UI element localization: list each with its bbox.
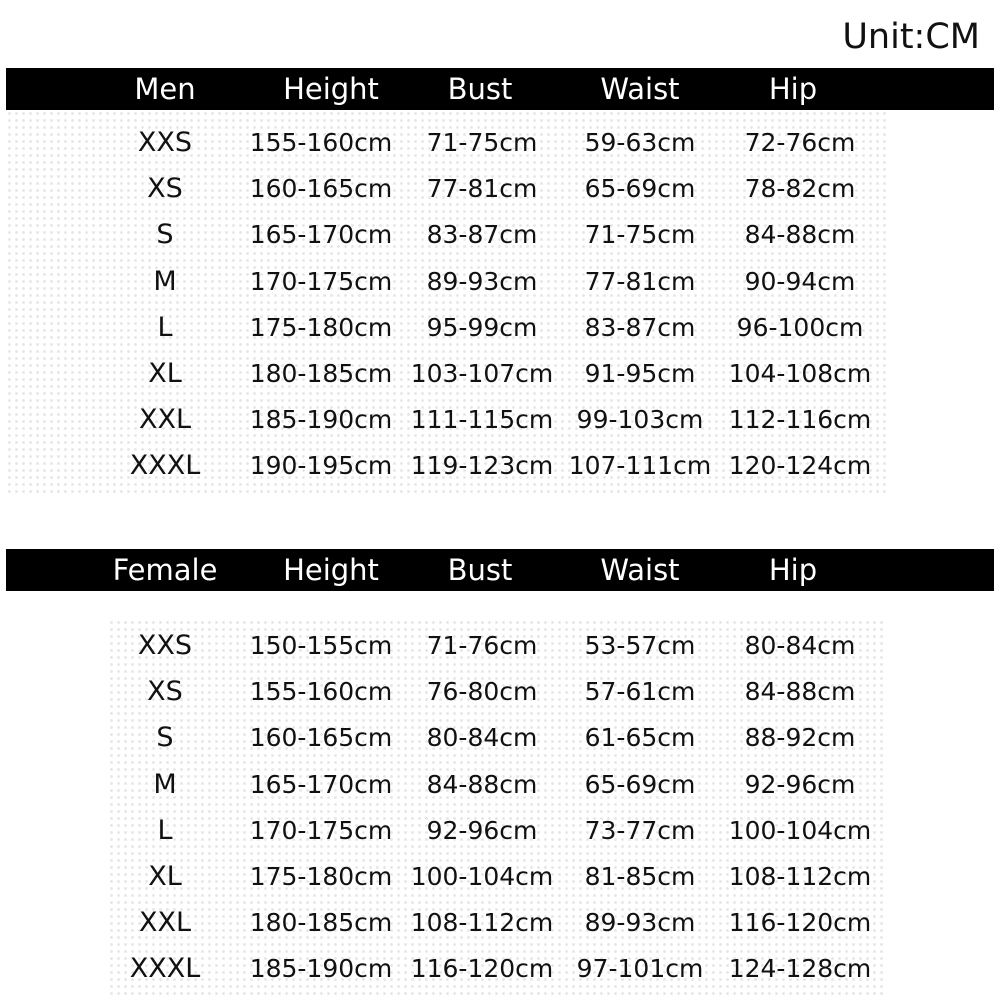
height-cell: 170-175cm (249, 266, 393, 296)
bust-cell: 71-75cm (426, 128, 538, 157)
height-cell: 175-180cm (249, 312, 393, 342)
bust-cell: 111-115cm (410, 405, 554, 435)
waist-cell: 77-81cm (584, 266, 696, 296)
height-cell: 175-180cm (249, 861, 393, 891)
table-row (0, 397, 1000, 443)
size-cell: XXXL (129, 953, 201, 985)
waist-cell: 91-95cm (584, 358, 696, 388)
height-cell: 180-185cm (249, 908, 393, 938)
bust-cell: 76-80cm (426, 677, 538, 707)
table-row (0, 669, 1000, 715)
hip-cell: 116-120cm (728, 908, 872, 938)
hip-cell: 120-124cm (728, 451, 872, 481)
table-row (0, 623, 1000, 669)
size-cell: XXS (137, 127, 193, 158)
hip-cell: 104-108cm (728, 358, 872, 388)
height-cell: 185-190cm (249, 954, 393, 984)
size-cell: L (157, 311, 173, 343)
table-row (0, 351, 1000, 397)
bust-cell: 95-99cm (426, 312, 538, 342)
hip-cell: 90-94cm (744, 266, 856, 296)
height-cell: 165-170cm (249, 220, 393, 250)
size-cell: XS (147, 173, 183, 205)
hip-cell: 72-76cm (744, 128, 856, 157)
waist-cell: 81-85cm (584, 861, 696, 891)
size-cell: L (157, 814, 173, 846)
unit-label: Unit:CM (842, 17, 980, 57)
header-cell-hip: Hip (768, 72, 818, 106)
header-cell-bust: Bust (447, 553, 513, 587)
hip-cell: 88-92cm (744, 723, 856, 753)
header-cell-height: Height (283, 72, 379, 106)
height-cell: 180-185cm (249, 358, 393, 388)
size-cell: XXS (137, 630, 193, 661)
height-cell: 160-165cm (249, 723, 393, 753)
table-row (0, 900, 1000, 946)
bust-cell: 108-112cm (410, 908, 554, 938)
hip-cell: 84-88cm (744, 677, 856, 707)
table-row (0, 946, 1000, 992)
table-row (0, 212, 1000, 258)
bust-cell: 119-123cm (410, 451, 554, 481)
bust-cell: 103-107cm (410, 358, 554, 388)
bust-cell: 92-96cm (426, 815, 538, 845)
bust-cell: 89-93cm (426, 266, 538, 296)
size-cell: XXXL (129, 450, 201, 482)
bust-cell: 116-120cm (410, 954, 554, 984)
table-body (0, 623, 1000, 993)
table-row (0, 762, 1000, 808)
header-cell-female: Female (112, 553, 218, 587)
size-cell: M (153, 768, 177, 800)
height-cell: 155-160cm (249, 128, 393, 157)
header-cell-bust: Bust (447, 72, 513, 106)
waist-cell: 97-101cm (576, 954, 704, 984)
height-cell: 150-155cm (249, 631, 393, 660)
header-cell-hip: Hip (768, 553, 818, 587)
table-row (0, 259, 1000, 305)
height-cell: 170-175cm (249, 815, 393, 845)
height-cell: 190-195cm (249, 451, 393, 481)
table-row (0, 715, 1000, 761)
table-row (0, 443, 1000, 489)
size-cell: M (153, 265, 177, 297)
hip-cell: 124-128cm (728, 954, 872, 984)
height-cell: 185-190cm (249, 405, 393, 435)
hip-cell: 92-96cm (744, 769, 856, 799)
waist-cell: 107-111cm (568, 451, 712, 481)
size-cell: XXL (138, 907, 192, 939)
size-cell: S (156, 722, 174, 754)
table-row (0, 854, 1000, 900)
waist-cell: 73-77cm (584, 815, 696, 845)
size-cell: S (156, 219, 174, 251)
table-row (0, 305, 1000, 351)
hip-cell: 84-88cm (744, 220, 856, 250)
header-cell-waist: Waist (600, 72, 680, 106)
table-header (6, 68, 994, 110)
table-row (0, 120, 1000, 166)
waist-cell: 61-65cm (584, 723, 696, 753)
waist-cell: 57-61cm (584, 677, 696, 707)
hip-cell: 112-116cm (728, 405, 872, 435)
size-cell: XS (147, 676, 183, 708)
waist-cell: 59-63cm (584, 128, 696, 157)
height-cell: 160-165cm (249, 174, 393, 204)
size-cell: XL (148, 860, 182, 892)
waist-cell: 65-69cm (584, 769, 696, 799)
header-cell-men: Men (134, 72, 196, 106)
hip-cell: 80-84cm (744, 631, 856, 660)
waist-cell: 83-87cm (584, 312, 696, 342)
size-cell: XXL (138, 404, 192, 436)
waist-cell: 65-69cm (584, 174, 696, 204)
bust-cell: 84-88cm (426, 769, 538, 799)
hip-cell: 108-112cm (728, 861, 872, 891)
size-cell: XL (148, 357, 182, 389)
height-cell: 165-170cm (249, 769, 393, 799)
waist-cell: 99-103cm (576, 405, 704, 435)
table-row (0, 808, 1000, 854)
height-cell: 155-160cm (249, 677, 393, 707)
bust-cell: 77-81cm (426, 174, 538, 204)
header-cell-height: Height (283, 553, 379, 587)
table-header (6, 549, 994, 591)
table-body (0, 120, 1000, 490)
bust-cell: 100-104cm (410, 861, 554, 891)
hip-cell: 100-104cm (728, 815, 872, 845)
waist-cell: 53-57cm (584, 631, 696, 660)
waist-cell: 89-93cm (584, 908, 696, 938)
waist-cell: 71-75cm (584, 220, 696, 250)
bust-cell: 80-84cm (426, 723, 538, 753)
bust-cell: 83-87cm (426, 220, 538, 250)
hip-cell: 78-82cm (744, 174, 856, 204)
bust-cell: 71-76cm (426, 631, 538, 660)
table-row (0, 166, 1000, 212)
hip-cell: 96-100cm (736, 312, 864, 342)
header-cell-waist: Waist (600, 553, 680, 587)
